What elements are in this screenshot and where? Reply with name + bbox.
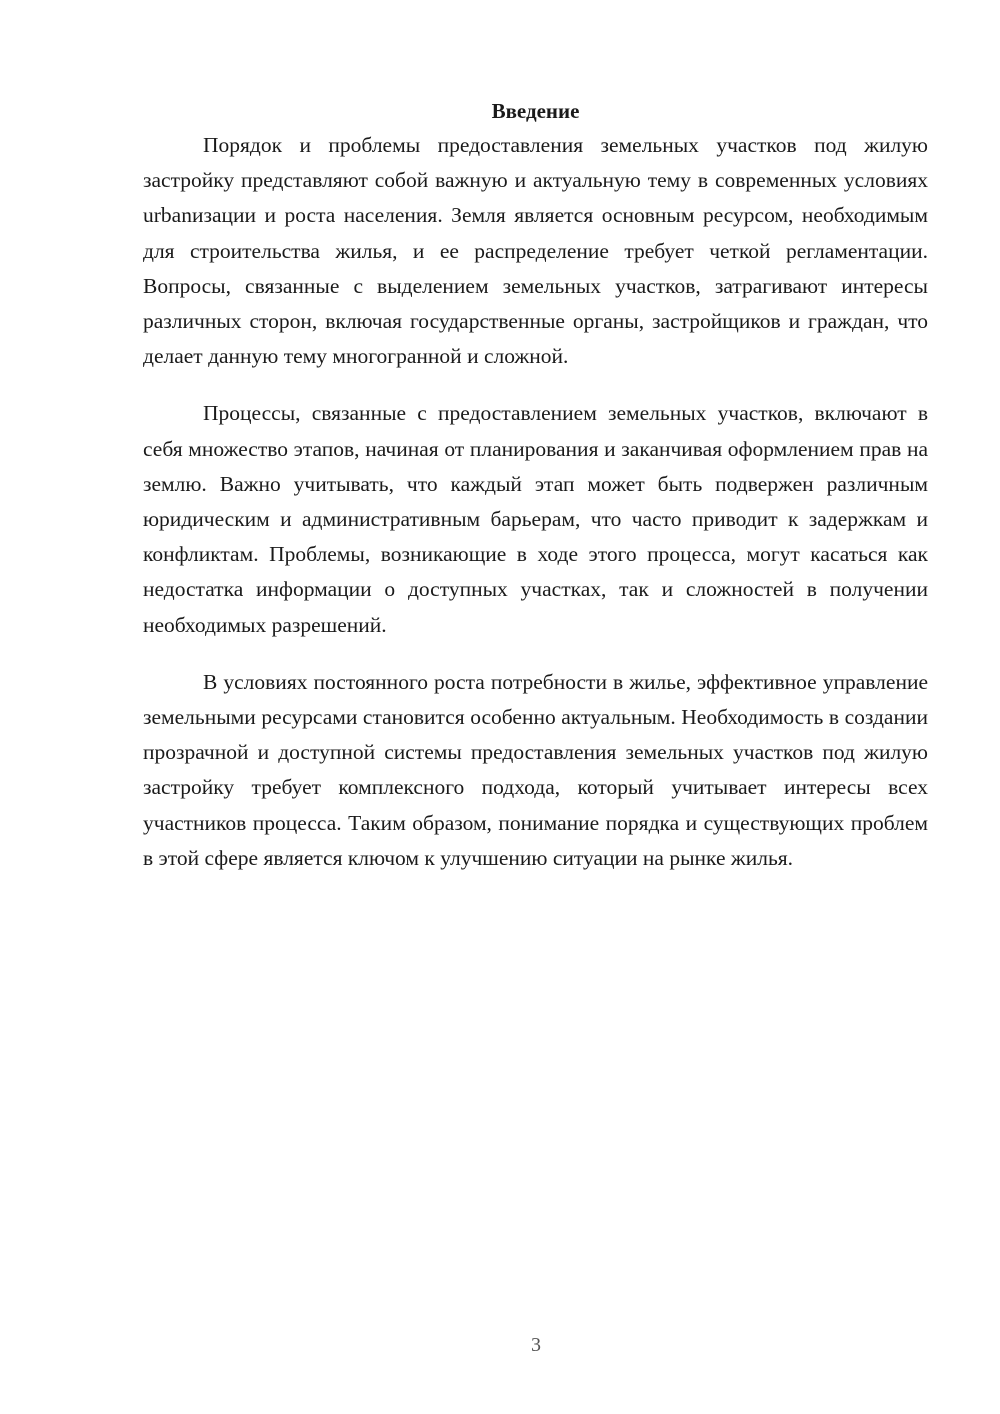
page-number: 3 — [531, 1334, 541, 1356]
page-content — [143, 96, 928, 898]
paragraph-2: Процессы, связанные с предоставлением земельных участков, включают в себя множество этапов, начиная от планирования и заканчивая оформлением прав на землю. Важно учитывать, что каждый этап может быть подвержен различным юридическим и административным барьерам, что часто приводит к задержкам и конфликтам. Проблемы, возникающие в ходе этого процесса, могут касаться как недостатка информации о доступных участках, так и сложностей в получении необходимых разрешений. — [143, 401, 928, 637]
section-heading: Введение — [491, 99, 580, 123]
paragraph-3: В условиях постоянного роста потребности в жилье, эффективное управление земельными ресурсами становится особенно актуальным. Необходимость в создании прозрачной и доступной системы предоставления земельных участков под жилую застройку требует комплексного подхода, который учитывает интересы всех участников процесса. Таким образом, понимание порядка и существующих проблем в этой сфере является ключом к улучшению ситуации на рынке жилья. — [143, 669, 928, 870]
paragraph-1: Порядок и проблемы предоставления земельных участков под жилую застройку представляют собой важную и актуальную тему в современных условиях urbanизации и роста населения. Земля является основным ресурсом, необходимым для строительства жилья, и ее распределение требует четкой регламентации. Вопросы, связанные с выделением земельных участков, затрагивают интересы различных сторон, включая государственные органы, застройщиков и граждан, что делает данную тему многогранной и сложной. — [143, 133, 928, 369]
